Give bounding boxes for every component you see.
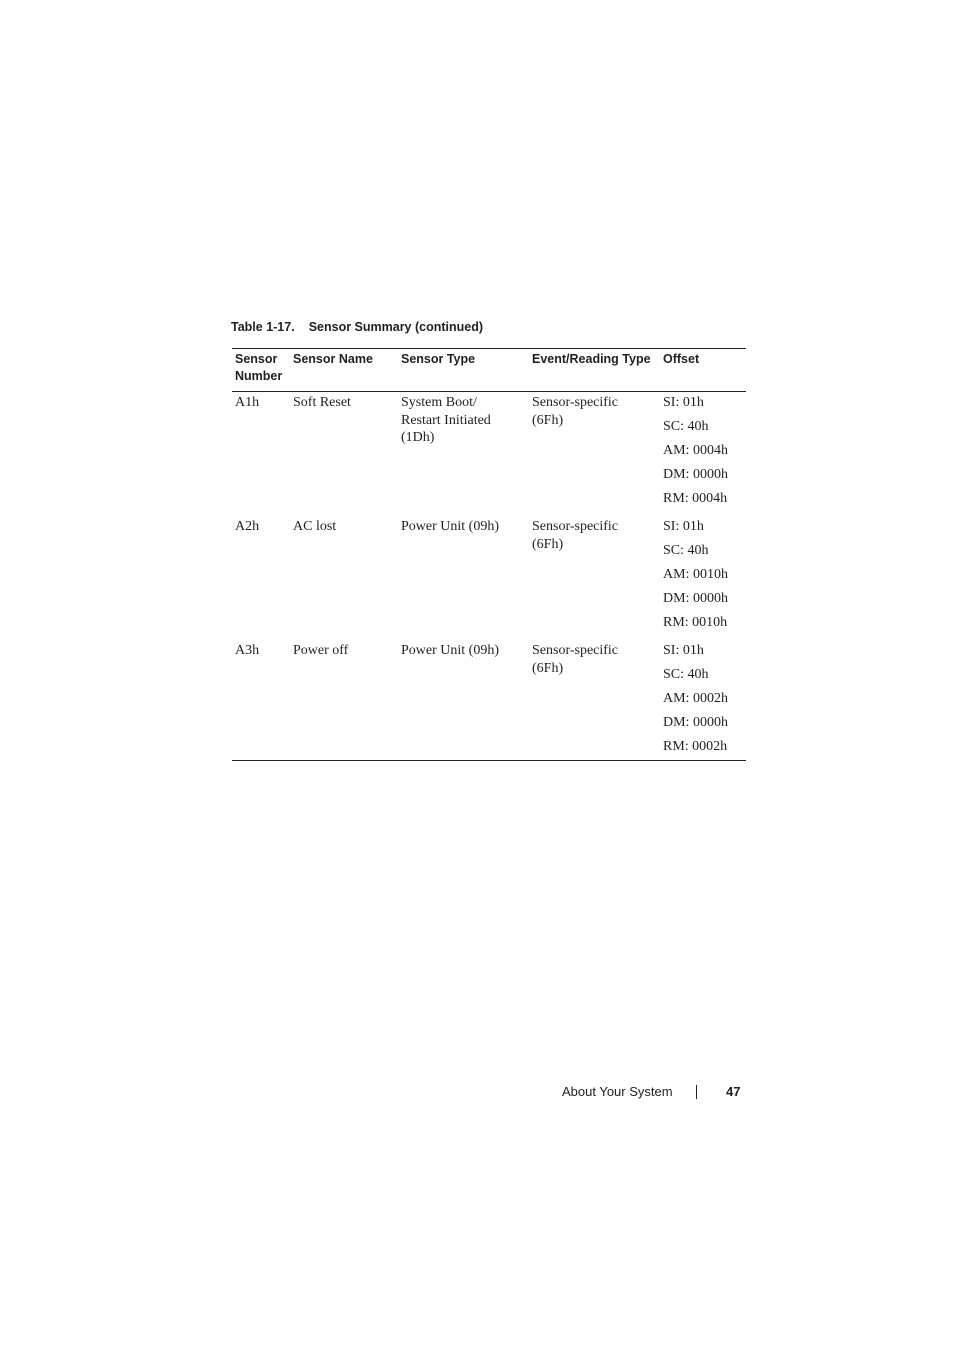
cell-sensor-name: Power off [290, 640, 398, 761]
offset-value: SC: 40h [663, 667, 709, 682]
offset-value: SI: 01h [663, 643, 704, 658]
table-row [232, 640, 746, 761]
offset-value: RM: 0010h [663, 615, 728, 630]
header-event-reading-type: Event/Reading Type [529, 349, 660, 392]
sensor-summary-table [232, 348, 746, 761]
page-footer [562, 1084, 741, 1099]
offset-value: AM: 0002h [663, 691, 728, 706]
cell-sensor-type: System Boot/ Restart Initiated (1Dh) [401, 395, 491, 445]
offset-value: SI: 01h [663, 519, 704, 534]
table-header-row [232, 349, 746, 392]
offset-value: DM: 0000h [663, 591, 728, 606]
table-caption [231, 320, 483, 334]
offset-value: RM: 0004h [663, 491, 728, 506]
offset-value: AM: 0004h [663, 443, 728, 458]
offset-value: SC: 40h [663, 543, 709, 558]
offset-value: SC: 40h [663, 419, 709, 434]
page-number: 47 [726, 1084, 741, 1099]
cell-event-reading-type: Sensor-specific (6Fh) [532, 519, 619, 552]
header-offset: Offset [660, 349, 746, 392]
cell-event-reading-type: Sensor-specific (6Fh) [532, 395, 619, 428]
cell-event-reading-type: Sensor-specific (6Fh) [529, 640, 660, 761]
table-title: Sensor Summary (continued) [308, 320, 484, 334]
cell-offset [660, 516, 746, 640]
offset-value: DM: 0000h [663, 715, 728, 730]
cell-sensor-name: AC lost [293, 519, 337, 534]
cell-offset [660, 392, 746, 517]
table-row [232, 516, 746, 640]
cell-sensor-type: Power Unit (09h) [398, 640, 529, 761]
header-sensor-type: Sensor Type [398, 349, 529, 392]
cell-sensor-number: A3h [232, 640, 290, 761]
header-sensor-number: Sensor Number [232, 349, 290, 392]
cell-sensor-number: A2h [235, 519, 260, 534]
offset-value: RM: 0002h [663, 739, 728, 754]
table-number: Table 1-17. [231, 320, 295, 334]
footer-section-title: About Your System [562, 1084, 673, 1099]
cell-sensor-type: Power Unit (09h) [401, 519, 499, 534]
offset-value: DM: 0000h [663, 467, 728, 482]
cell-offset [660, 640, 746, 761]
offset-value: AM: 0010h [663, 567, 728, 582]
footer-separator [696, 1085, 697, 1099]
table-row [232, 392, 746, 517]
cell-sensor-name: Soft Reset [293, 395, 351, 410]
cell-sensor-number: A1h [235, 395, 260, 410]
offset-value: SI: 01h [663, 395, 704, 410]
header-sensor-name: Sensor Name [290, 349, 398, 392]
